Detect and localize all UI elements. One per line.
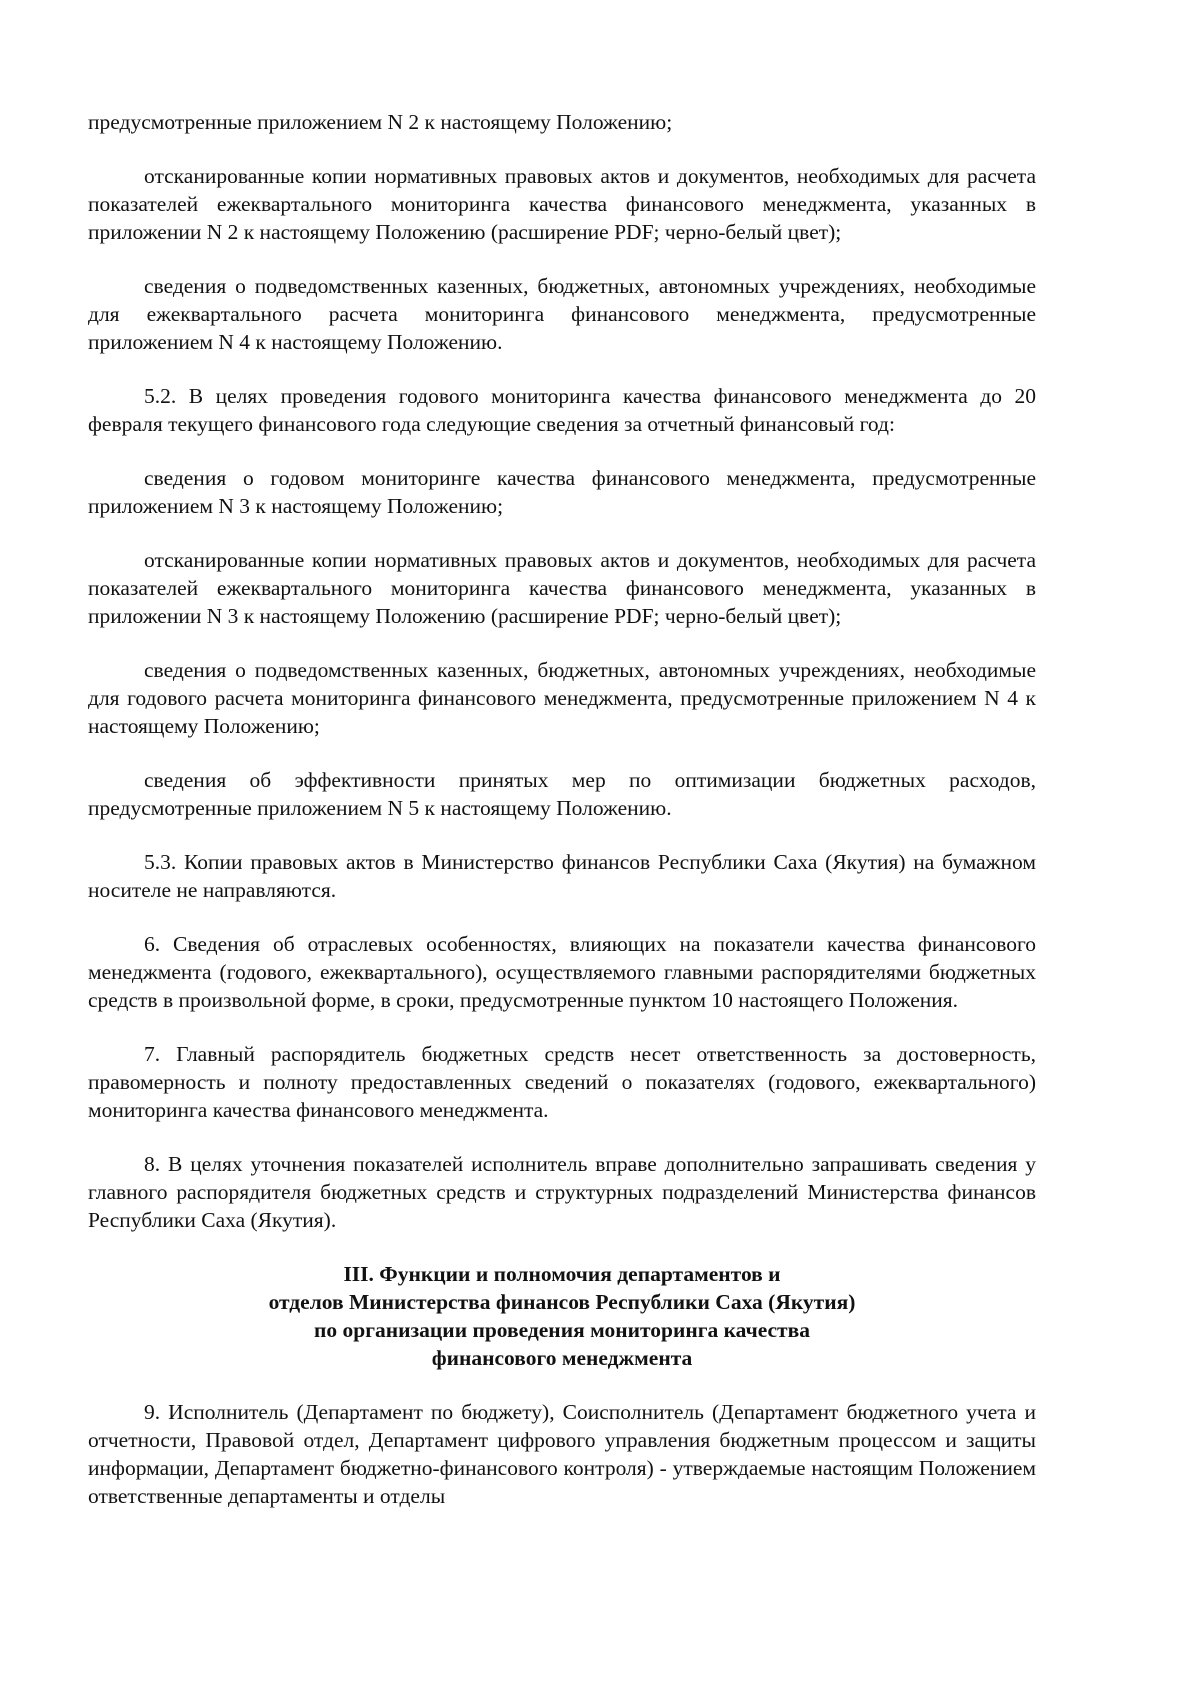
paragraph-scanned-copies-annual: отсканированные копии нормативных правовых актов и документов, необходимых для расчета показателей ежеквартального мониторинга качества финансового менеджмента, указанных в приложении N 3 к настоящему Положению (расширение PDF; черно-белый цвет); — [88, 548, 1036, 628]
paragraph-6: 6. Сведения об отраслевых особенностях, влияющих на показатели качества финансового менеджмента (годового, ежеквартального), осуществляемого главными распорядителями бюджетных средств в произвольной форме, в сроки, предусмотренные пунктом 10 настоящего Положения. — [88, 932, 1036, 1012]
section-heading-line-4: финансового менеджмента — [431, 1346, 693, 1370]
paragraph-7: 7. Главный распорядитель бюджетных средств несет ответственность за достоверность, правомерность и полноту предоставленных сведений о показателях (годового, ежеквартального) мониторинга качества финансового менеджмента. — [88, 1042, 1036, 1122]
section-heading-line-2: отделов Министерства финансов Республики Саха (Якутия) — [268, 1290, 856, 1314]
paragraph-8: 8. В целях уточнения показателей исполнитель вправе дополнительно запрашивать сведения у главного распорядителя бюджетных средств и структурных подразделений Министерства финансов Республики Саха (Якутия). — [88, 1152, 1036, 1232]
paragraph-scanned-copies-quarterly: отсканированные копии нормативных правовых актов и документов, необходимых для расчета показателей ежеквартального мониторинга качества финансового менеджмента, указанных в приложении N 2 к настоящему Положению (расширение PDF; черно-белый цвет); — [88, 164, 1036, 244]
paragraph-continuation: предусмотренные приложением N 2 к настоящему Положению; — [88, 110, 673, 134]
paragraph-9: 9. Исполнитель (Департамент по бюджету), Соисполнитель (Департамент бюджетного учета и отчетности, Правовой отдел, Департамент цифрового управления бюджетным процессом и защиты информации, Департамент бюджетно-финансового контроля) - утверждаемые настоящим Положением ответственные департаменты и отделы — [88, 1400, 1036, 1508]
paragraph-subordinate-institutions-quarterly: сведения о подведомственных казенных, бюджетных, автономных учреждениях, необходимые для ежеквартального расчета мониторинга финансового менеджмента, предусмотренные приложением N 4 к настоящему Положению. — [88, 274, 1036, 354]
section-heading-line-1: III. Функции и полномочия департаментов и — [343, 1262, 781, 1286]
paragraph-5-3: 5.3. Копии правовых актов в Министерство финансов Республики Саха (Якутия) на бумажном носителе не направляются. — [88, 850, 1036, 902]
paragraph-annual-monitoring-info: сведения о годовом мониторинге качества финансового менеджмента, предусмотренные приложением N 3 к настоящему Положению; — [88, 466, 1036, 518]
document-page — [88, 108, 1036, 1536]
section-heading-line-3: по организации проведения мониторинга качества — [314, 1318, 810, 1342]
section-heading — [88, 1260, 1036, 1372]
paragraph-5-2: 5.2. В целях проведения годового мониторинга качества финансового менеджмента до 20 февраля текущего финансового года следующие сведения за отчетный финансовый год: — [88, 384, 1036, 436]
paragraph-optimization-efficiency: сведения об эффективности принятых мер по оптимизации бюджетных расходов, предусмотренные приложением N 5 к настоящему Положению. — [88, 768, 1036, 820]
paragraph-subordinate-institutions-annual: сведения о подведомственных казенных, бюджетных, автономных учреждениях, необходимые для годового расчета мониторинга финансового менеджмента, предусмотренные приложением N 4 к настоящему Положению; — [88, 658, 1036, 738]
